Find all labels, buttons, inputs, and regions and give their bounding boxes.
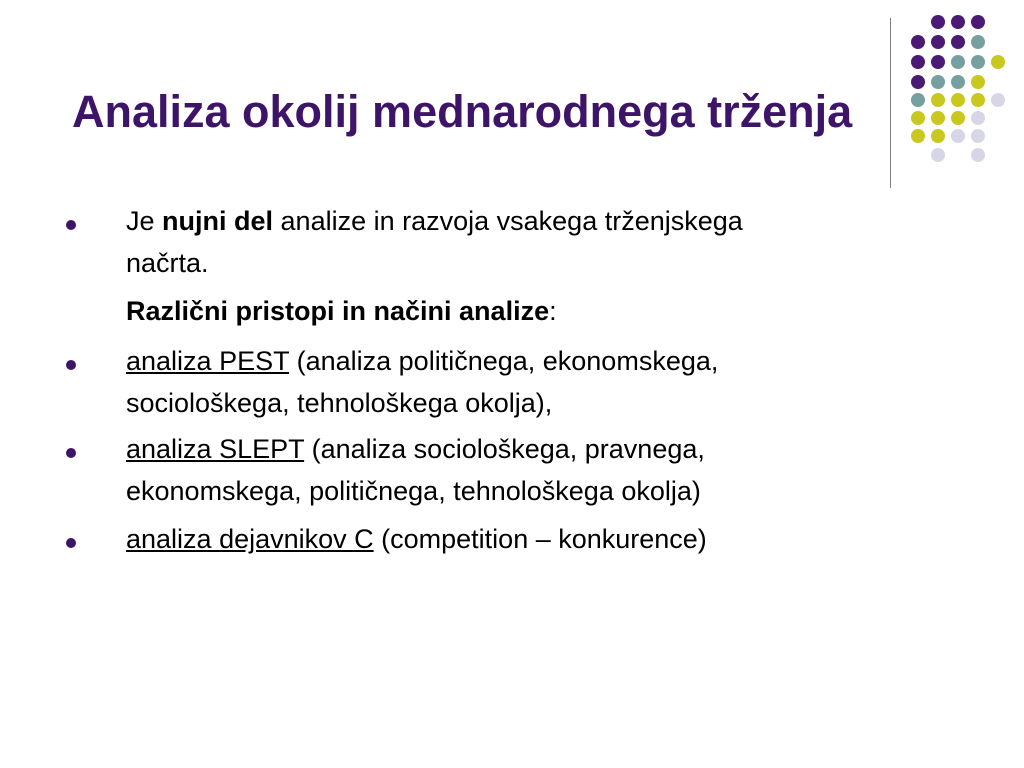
decorative-dot [971, 93, 985, 107]
item-bold-text: nujni del [162, 206, 274, 236]
item-text: (analiza političnega, ekonomskega, [289, 346, 719, 376]
decorative-dot [971, 129, 985, 143]
decorative-dot [951, 15, 965, 29]
decorative-dot [931, 93, 945, 107]
item-text: sociološkega, tehnološkega okolja), [126, 388, 553, 418]
item-text: : [549, 296, 557, 326]
item-text: načrta. [126, 248, 209, 278]
item-link-slept[interactable]: analiza SLEPT [126, 434, 305, 464]
decorative-dot [971, 35, 985, 49]
decorative-dot [911, 55, 925, 69]
decorative-dot [911, 75, 925, 89]
item-text: (competition – konkurence) [373, 524, 707, 554]
decorative-dot [931, 15, 945, 29]
decorative-dot [951, 55, 965, 69]
decorative-dot [971, 111, 985, 125]
item-link-pest[interactable]: analiza PEST [126, 346, 290, 376]
decorative-dot [991, 55, 1005, 69]
list-item-subheading [126, 290, 926, 332]
item-link-dejavniki-c[interactable]: analiza dejavnikov C [126, 524, 374, 554]
decorative-dot [931, 129, 945, 143]
bullet-marker [66, 448, 76, 458]
item-text: Je [126, 206, 163, 236]
list-item [126, 340, 926, 424]
decorative-dot [971, 148, 985, 162]
decorative-dot [971, 15, 985, 29]
decorative-dot [951, 111, 965, 125]
bullet-marker [66, 538, 76, 548]
decorative-dot [971, 75, 985, 89]
decorative-dot [931, 148, 945, 162]
decorative-dot [911, 111, 925, 125]
list-item [126, 428, 926, 512]
decorative-dot [971, 55, 985, 69]
decorative-dot [911, 93, 925, 107]
decorative-dot [991, 93, 1005, 107]
decorative-dot [931, 35, 945, 49]
decorative-dot [911, 129, 925, 143]
decorative-dot [951, 75, 965, 89]
bullet-marker [66, 220, 76, 230]
decorative-dot [951, 129, 965, 143]
list-item [126, 518, 926, 560]
slide-title: Analiza okolij mednarodnega trženja [72, 86, 853, 137]
bullet-marker [66, 360, 76, 370]
item-text: ekonomskega, političnega, tehnološkega okolja) [126, 476, 701, 506]
decorative-dot [931, 111, 945, 125]
decorative-dot [911, 35, 925, 49]
decorative-dot [931, 55, 945, 69]
decorative-dot [931, 75, 945, 89]
list-item [126, 200, 926, 284]
decorative-dot [951, 35, 965, 49]
item-text: analize in razvoja vsakega trženjskega [273, 206, 743, 236]
item-text: (analiza sociološkega, pravnega, [304, 434, 705, 464]
item-bold-text: Različni pristopi in načini analize [126, 296, 550, 326]
decorative-dot [951, 93, 965, 107]
